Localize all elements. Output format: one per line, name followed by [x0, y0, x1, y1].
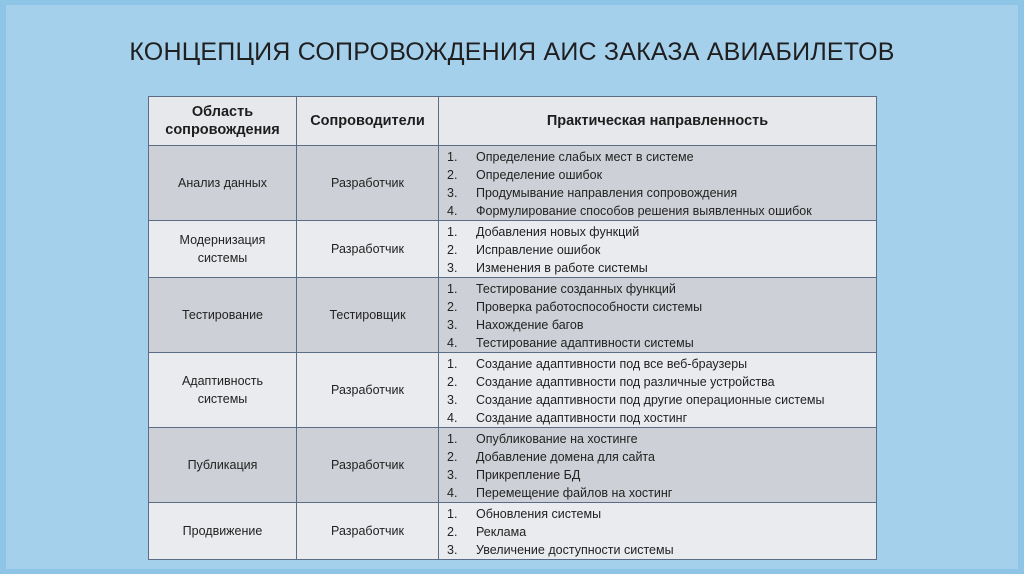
list-item-text: Формулирование способов решения выявленных ошибок [476, 204, 812, 218]
list-item [447, 184, 876, 202]
list-item-text: Продумывание направления сопровождения [476, 186, 738, 200]
area-text: системы [197, 251, 248, 265]
area-text: Модернизация [179, 233, 266, 247]
list-item-number: 1. [447, 225, 458, 239]
area-text: Анализ данных [178, 176, 267, 190]
list-item-number: 2. [447, 525, 458, 539]
list-item-text: Создание адаптивности под различные устройства [476, 375, 775, 389]
list-item-text: Проверка работоспособности системы [476, 300, 703, 314]
list-item-number: 2. [447, 300, 458, 314]
list-item-number: 2. [447, 168, 458, 182]
directions-list [447, 505, 876, 559]
list-item [447, 166, 876, 184]
list-item [447, 241, 876, 259]
directions-list [447, 280, 876, 352]
cell-directions [439, 428, 877, 503]
list-item-text: Создание адаптивности под хостинг [476, 411, 688, 425]
list-item [447, 316, 876, 334]
list-item-text: Добавление домена для сайта [476, 450, 655, 464]
list-item-number: 1. [447, 282, 458, 296]
list-item [447, 259, 876, 277]
list-item [447, 466, 876, 484]
list-item-number: 3. [447, 318, 458, 332]
list-item-number: 3. [447, 543, 458, 557]
list-item-number: 1. [447, 357, 458, 371]
list-item-number: 4. [447, 336, 458, 350]
list-item-number: 4. [447, 411, 458, 425]
list-item [447, 148, 876, 166]
list-item-number: 3. [447, 186, 458, 200]
cell-maintainer: Разработчик [297, 428, 439, 503]
list-item-number: 1. [447, 432, 458, 446]
list-item-text: Тестирование созданных функций [476, 282, 676, 296]
list-item-text: Определение ошибок [476, 168, 603, 182]
list-item [447, 484, 876, 502]
list-item-text: Изменения в работе системы [476, 261, 648, 275]
cell-maintainer: Разработчик [297, 503, 439, 560]
directions-list [447, 430, 876, 502]
list-item [447, 523, 876, 541]
cell-maintainer: Тестировщик [297, 278, 439, 353]
list-item-number: 1. [447, 150, 458, 164]
list-item [447, 280, 876, 298]
list-item-text: Реклама [476, 525, 527, 539]
list-item [447, 223, 876, 241]
list-item [447, 202, 876, 220]
table-row [149, 221, 877, 278]
list-item-number: 4. [447, 486, 458, 500]
list-item [447, 298, 876, 316]
cell-area [149, 146, 297, 221]
directions-list [447, 148, 876, 220]
list-item-text: Добавления новых функций [476, 225, 640, 239]
cell-area [149, 503, 297, 560]
list-item-number: 2. [447, 243, 458, 257]
cell-area [149, 428, 297, 503]
area-text: системы [197, 392, 248, 406]
cell-area [149, 353, 297, 428]
area-text: Тестирование [181, 308, 264, 322]
area-text: Продвижение [182, 524, 263, 538]
list-item-text: Создание адаптивности под все веб-браузеры [476, 357, 748, 371]
cell-directions [439, 278, 877, 353]
cell-maintainer: Разработчик [297, 353, 439, 428]
list-item [447, 448, 876, 466]
list-item-text: Исправление ошибок [476, 243, 601, 257]
list-item [447, 505, 876, 523]
list-item-text: Определение слабых мест в системе [476, 150, 694, 164]
list-item-number: 3. [447, 468, 458, 482]
list-item-number: 3. [447, 261, 458, 275]
header-maintainers: Сопроводители [297, 97, 439, 146]
cell-maintainer: Разработчик [297, 146, 439, 221]
list-item-number: 3. [447, 393, 458, 407]
table-header-row [149, 97, 877, 146]
cell-directions [439, 146, 877, 221]
list-item-text: Обновления системы [476, 507, 602, 521]
table-row [149, 146, 877, 221]
table-row [149, 428, 877, 503]
table-row [149, 503, 877, 560]
cell-area [149, 221, 297, 278]
list-item-text: Тестирование адаптивности системы [476, 336, 694, 350]
list-item [447, 430, 876, 448]
list-item [447, 391, 876, 409]
cell-maintainer: Разработчик [297, 221, 439, 278]
area-text: Адаптивность [181, 374, 264, 388]
list-item-text: Опубликование на хостинге [476, 432, 638, 446]
list-item-number: 4. [447, 204, 458, 218]
directions-list [447, 223, 876, 277]
header-area [149, 97, 297, 146]
list-item [447, 355, 876, 373]
maintenance-table [148, 96, 877, 560]
cell-area [149, 278, 297, 353]
cell-directions [439, 503, 877, 560]
list-item [447, 541, 876, 559]
list-item-number: 2. [447, 375, 458, 389]
list-item [447, 409, 876, 427]
list-item-text: Перемещение файлов на хостинг [476, 486, 673, 500]
list-item-text: Создание адаптивности под другие операционные системы [476, 393, 825, 407]
list-item-text: Нахождение багов [476, 318, 584, 332]
list-item-number: 1. [447, 507, 458, 521]
header-area-line1: Область [191, 104, 254, 120]
list-item [447, 373, 876, 391]
list-item-text: Увеличение доступности системы [476, 543, 674, 557]
slide-title: КОНЦЕПЦИЯ СОПРОВОЖДЕНИЯ АИС ЗАКАЗА АВИАБИЛЕТОВ [129, 38, 895, 66]
cell-directions [439, 221, 877, 278]
header-area-line2: сопровождения [165, 122, 280, 138]
cell-directions [439, 353, 877, 428]
list-item-text: Прикрепление БД [476, 468, 581, 482]
directions-list [447, 355, 876, 427]
table-row [149, 353, 877, 428]
area-text: Публикация [187, 458, 258, 472]
list-item [447, 334, 876, 352]
list-item-number: 2. [447, 450, 458, 464]
table-row [149, 278, 877, 353]
header-direction: Практическая направленность [439, 97, 877, 146]
